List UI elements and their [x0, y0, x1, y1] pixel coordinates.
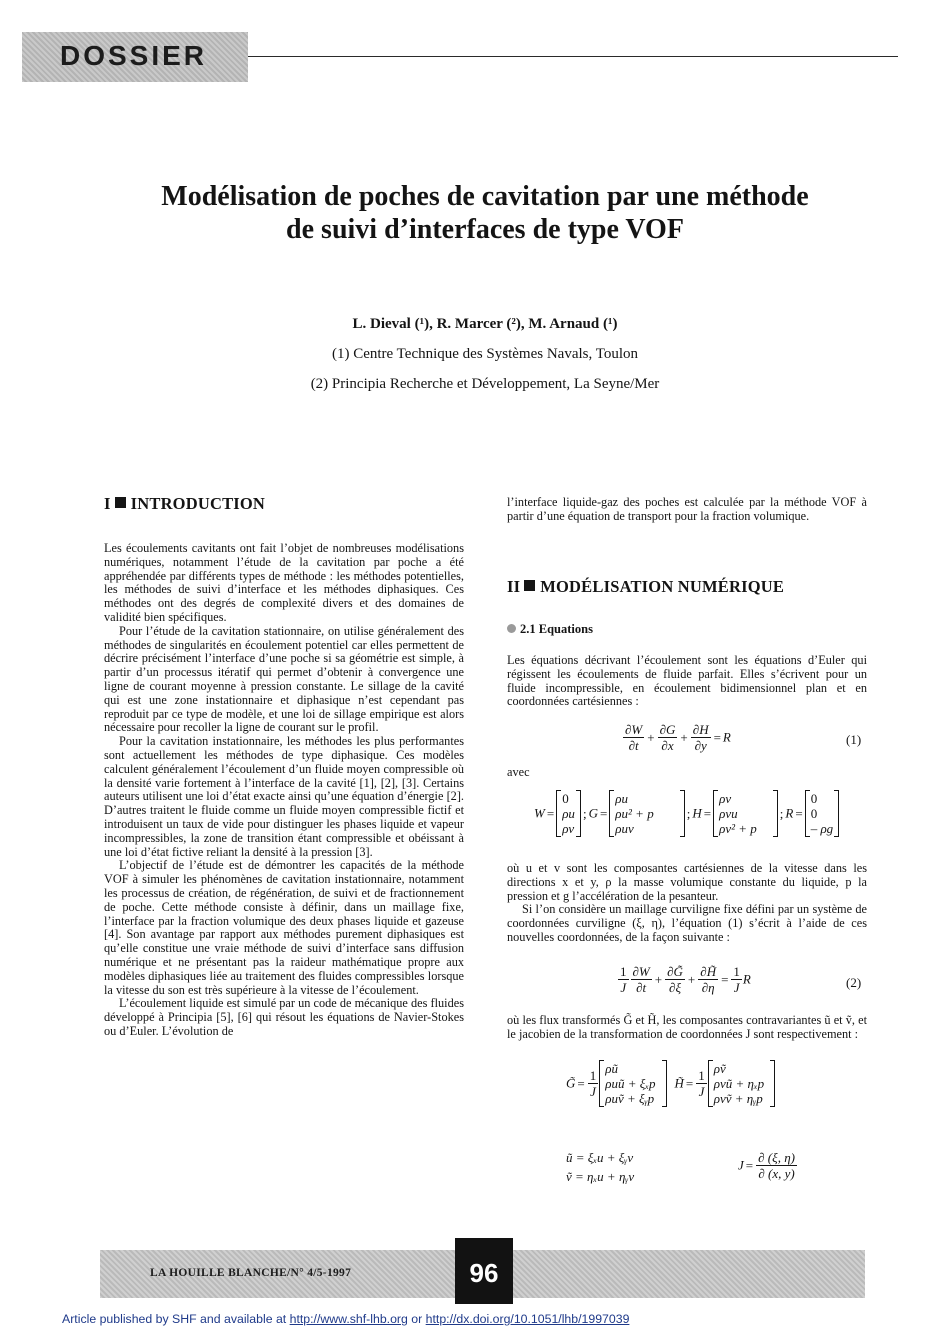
page-number: 96: [455, 1238, 513, 1304]
equation-2-number: (2): [846, 975, 862, 990]
equation-transformed-fluxes: G̃ = $\frac{1}{J}$ ρũ ρuũ + ξₓp ρuṽ + ξᵧp H̃ = $\frac{1}{J}$ ρṽ ρvũ + ηₓp ρvṽ + ηᵧp: [566, 1060, 775, 1107]
link-shf-lhb[interactable]: http://www.shf-lhb.org: [289, 1312, 408, 1326]
heading-number: I: [104, 494, 111, 513]
paragraph: l’interface liquide-gaz des poches est calculée par la méthode VOF à partir d’une équation de transport pour la fraction volumique.: [507, 495, 867, 523]
equation-jacobian: J = $\frac{\partial (\xi, \eta)}{\partial (x, y)}$: [738, 1150, 795, 1181]
publication-mid: or: [407, 1312, 426, 1326]
article-title: [60, 180, 910, 246]
paragraph: Si l’on considère un maillage curviligne fixe défini par un système de coordonnées curviligne (ξ, η), l’équation (1) s’écrit à l’aide de ces nouvelles coordonnées, de la façon suivante :: [507, 902, 867, 944]
equation-1-number: (1): [846, 732, 862, 747]
authors: L. Dieval (¹), R. Marcer (²), M. Arnaud (¹): [352, 316, 618, 332]
left-column-body: [104, 542, 464, 1039]
paragraph: L’écoulement liquide est simulé par un code de mécanique des fluides développé à Principia [5], [6] qui résout les équations de Navier-Stokes ou d’Euler. L’évolution de: [104, 996, 464, 1038]
paragraph: où u et v sont les composantes cartésiennes de la vitesse dans les directions x et y, ρ la masse volumique constante du liquide, p la pression et g l’accélération de la pesanteur.: [507, 861, 867, 903]
heading-text: MODÉLISATION NUMÉRIQUE: [540, 577, 785, 596]
header-rule: [248, 56, 898, 57]
heading-text: INTRODUCTION: [130, 494, 266, 513]
paragraph: Les écoulements cavitants ont fait l’objet de nombreuses modélisations numériques, notamment l’étude de la cavitation par poche a été appréhendée par différents types de méthode : les méthodes potentielles, les méthodes de suivi d’interface et les méthodes diphasiques. Ces méthodes ont des degrés de complexité divers et des domaines de validité bien spécifiques.: [104, 541, 464, 624]
publication-notice: [62, 1312, 629, 1326]
publication-prefix: Article published by SHF and available at: [62, 1312, 290, 1326]
heading-introduction: [104, 494, 265, 514]
paragraph-equations: [507, 654, 867, 709]
subheading-equations: [507, 622, 593, 637]
heading-number: II: [507, 577, 521, 596]
equation-contravariant: ũ = ξₓu + ξᵧv ṽ = ηₓu + ηᵧv: [566, 1150, 635, 1184]
square-bullet-icon: [524, 580, 535, 591]
equation-2: $\frac{1}{J}$ $\frac{\partial W}{\partial t}$ + $\frac{\partial G̃}{\partial\xi}$ + $\frac{\partial H̃}{\partial\eta}$ = $\frac{1}{J}$ R: [620, 964, 751, 995]
paragraph: Pour l’étude de la cavitation stationnaire, on utilise généralement des méthodes de singularités en écoulement potentiel car elles permettent de décrire précisément l’interface d’une poche si sa géométrie est simple, à partir d’un processus itératif qui permet d’obtenir à convergence une ligne de courant moyenne à pression constante. Le sillage de la cavité qui est une zone instationnaire et diphasique n’est cependant pas reproduit par ce type de modèle, et une loi de sillage empirique est alors nécessaire pour recoller la ligne de courant sur le profil.: [104, 623, 464, 735]
section-label: DOSSIER: [60, 40, 208, 71]
affiliation-2: (2) Principia Recherche et Développement, La Seyne/Mer: [310, 376, 660, 392]
square-bullet-icon: [115, 497, 126, 508]
paragraph: où les flux transformés G̃ et H̃, les composantes contravariantes ũ et ṽ, et le jacobien de la transformation de coordonnées J sont respectivement :: [507, 1013, 867, 1041]
equation-vectors: W = 0 ρu ρv ; G = ρu ρu² + p ρuv ; H = ρv ρvu ρv² + p ; R = 0 0 – ρg: [534, 790, 839, 837]
right-column-continuation: [507, 496, 867, 524]
circle-bullet-icon: [507, 624, 516, 633]
journal-name: LA HOUILLE BLANCHE/N° 4/5-1997: [150, 1267, 352, 1279]
title-line-2: de suivi d’interfaces de type VOF: [286, 214, 684, 245]
link-doi[interactable]: http://dx.doi.org/10.1051/lhb/1997039: [425, 1312, 630, 1326]
avec-label: avec: [507, 765, 530, 779]
paragraph-flux: [507, 1014, 867, 1042]
title-line-1: Modélisation de poches de cavitation par une méthode: [161, 181, 809, 212]
affiliation-1: (1) Centre Technique des Systèmes Navals, Toulon: [331, 346, 639, 362]
paragraph: Les équations décrivant l’écoulement sont les équations d’Euler qui régissent les écoulements de fluide parfait. Elles s’écrivent pour un fluide incompressible, en écoulement bidimensionnel plan et en coordonnées cartésiennes :: [507, 653, 867, 709]
heading-modelisation: [507, 577, 784, 597]
paragraph-where: [507, 862, 867, 945]
paragraph: L’objectif de l’étude est de démontrer les capacités de la méthode VOF à simuler les phénomènes de cavitation instationnaire, notamment les processus de création, de régénération, de suivi et de fractionnement de poche. Cette méthode consiste à définir, dans un maillage fixe, l’interface par la fraction volumique des deux phases liquide et gazeuse [4]. Son avantage par rapport aux méthodes purement diphasiques est qu’elle constitue une vraie méthode de suivi d’interface sans diffusion numérique et ne présentant pas la raideur mathématique propre aux modèles diphasiques liée au traitement des fluides compressibles lorsque la vitesse du son est très supérieure à la vitesse de l’écoulement.: [104, 858, 464, 997]
equation-1: $\frac{\partial W}{\partial t}$ + $\frac{\partial G}{\partial x}$ + $\frac{\partial H}{\partial y}$ = R: [625, 722, 731, 753]
paragraph: Pour la cavitation instationnaire, les méthodes les plus performantes sont actuellement les méthodes de type diphasique. Ces modèles calculent généralement l’écoulement d’un fluide moyen compressible où la densité varie fortement à l’interface de la cavité [1], [2], [3]. Certains auteurs utilisent une loi d’état exacte ainsi qu’une équation d’énergie [2]. D’autres traitent le fluide comme un fluide moyen compressible fictif et introduisent un taux de vide pour distinguer les phases liquide et vapeur incompressibles, la zone de transition étant compressible et obéissant à une loi d’état fictive reliant la densité à la pression [3].: [104, 734, 464, 859]
subheading-text: 2.1 Equations: [520, 622, 593, 636]
